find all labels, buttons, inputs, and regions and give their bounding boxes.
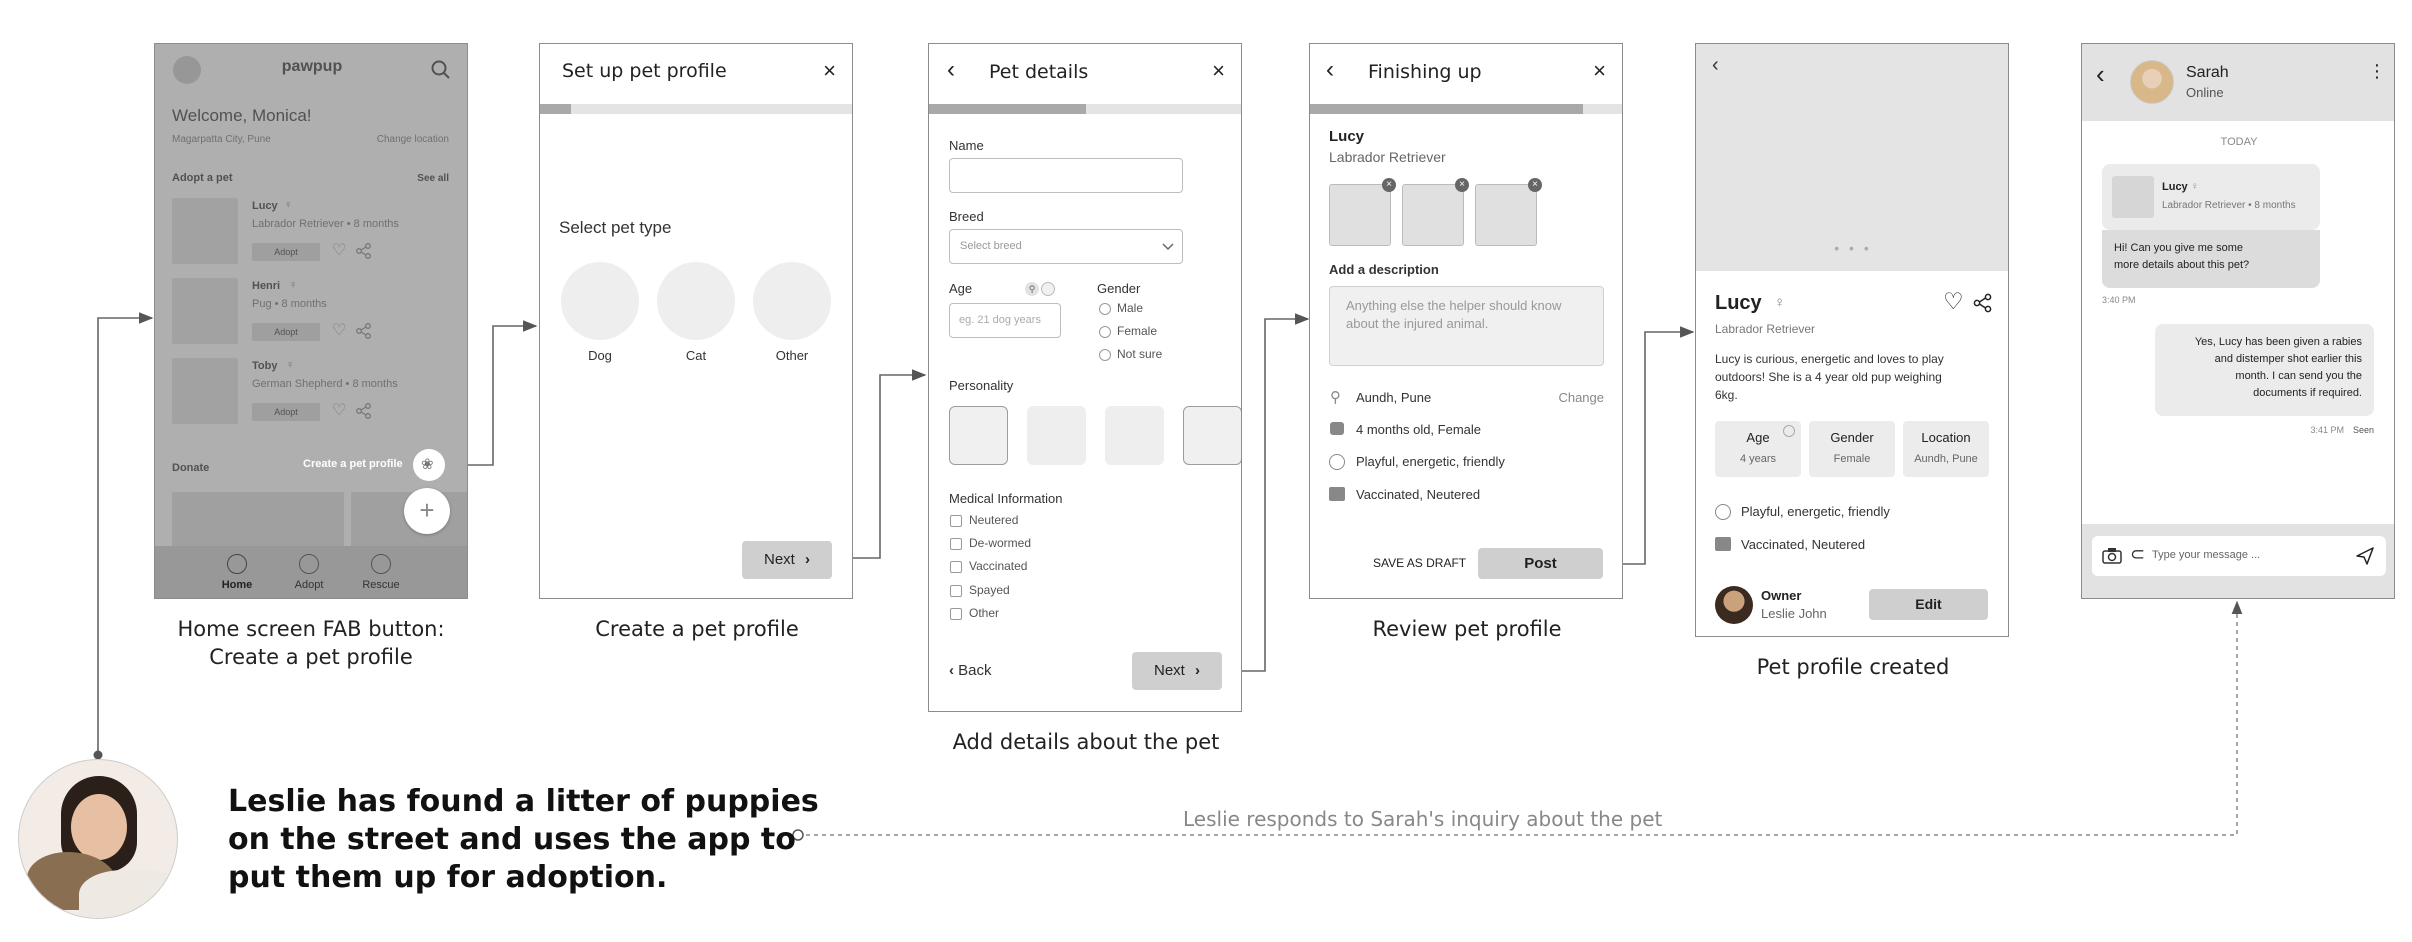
gender-label: Gender [1097,281,1141,296]
personality-option[interactable] [1027,406,1086,465]
medical-option: Vaccinated [969,559,1028,573]
story-line: put them up for adoption. [228,860,668,895]
gender-option: Female [1117,324,1158,338]
setup-screen [539,43,853,599]
add-description-label: Add a description [1329,262,1439,277]
medical-checkbox[interactable] [950,608,962,620]
chip-value: Aundh, Pune [1914,453,1978,465]
progress-bar [540,104,853,114]
finishing-screen [1309,43,1623,599]
chevron-left-icon: ‹ [949,662,954,679]
personality-text: Playful, energetic, friendly [1741,504,1890,519]
page-title: Finishing up [1368,61,1482,83]
message-text: month. I can send you the [2235,370,2362,382]
back-icon[interactable]: ‹ [947,56,955,83]
close-icon[interactable]: × [1593,58,1606,83]
chip-value: Female [1833,453,1871,465]
progress-bar [929,104,1242,114]
description-field[interactable]: Anything else the helper should know about the injured animal. [1329,286,1604,366]
owner-label: Owner [1761,588,1802,603]
story-line: on the street and uses the app to [228,822,796,857]
medical-checkbox[interactable] [950,585,962,597]
edit-button[interactable]: Edit [1869,589,1988,620]
rescue-icon [371,554,391,574]
save-draft-button[interactable]: SAVE AS DRAFT [1373,556,1467,570]
chat-header [2082,44,2395,121]
age-field[interactable] [949,303,1061,338]
pet-type-label: Cat [685,348,707,363]
profile-screen [1695,43,2009,637]
personality-option[interactable] [1105,406,1164,465]
personality-text: Playful, energetic, friendly [1356,454,1505,469]
medical-text: Vaccinated, Neutered [1356,487,1481,502]
gender-option: Male [1117,301,1144,315]
medical-option: Other [969,606,1000,620]
input-placeholder: Type your message ... [2152,549,2261,561]
home-screen [154,43,468,599]
pet-name: Lucy [1715,292,1762,314]
pet-desc: Labrador Retriever • 8 months [2162,200,2296,211]
home-icon [227,554,247,574]
more-options-icon[interactable]: ⋮ [2368,61,2386,81]
personality-option[interactable] [949,406,1008,465]
medical-text: Vaccinated, Neutered [1741,537,1866,552]
medical-kit-icon [1715,537,1731,551]
back-label: Back [958,662,992,679]
pet-thumbnail [2112,176,2154,218]
chevron-right-icon: › [805,551,810,568]
photo-slot[interactable] [1402,184,1464,246]
create-profile-label: Create a pet profile [303,458,403,470]
contact-name: Sarah [2186,64,2229,81]
attachment-icon[interactable]: ⊂ [2130,544,2146,564]
persona-shirt [79,870,178,919]
message-text: documents if required. [2253,387,2362,399]
composer-bar [2082,524,2395,599]
incoming-message [2102,230,2320,288]
adopt-icon [299,554,319,574]
pet-card[interactable] [2102,164,2320,230]
smiley-icon [1329,454,1345,470]
pet-type-dog[interactable] [561,262,639,340]
dog-years-icon[interactable]: ⚲ [1025,282,1039,296]
personality-label: Personality [949,378,1014,393]
close-icon[interactable]: × [823,58,836,83]
age-chip [1715,421,1801,477]
post-button[interactable]: Post [1478,548,1603,579]
nav-label: Rescue [362,579,400,591]
chevron-down-icon [1162,243,1174,251]
nav-home[interactable] [215,552,259,596]
contact-status: Online [2186,85,2224,100]
response-label: Leslie responds to Sarah's inquiry about the pet [1183,807,1663,831]
outgoing-message [2155,324,2374,416]
gender-radio-not-sure[interactable] [1099,349,1111,361]
pet-bio: 6kg. [1715,388,1738,402]
remove-photo-icon[interactable]: × [1528,178,1542,192]
camera-icon[interactable] [2102,547,2122,564]
nav-label: Home [221,579,253,591]
caption-home-line2: Create a pet profile [209,645,413,669]
message-text: Yes, Lucy has been given a rabies [2194,336,2362,348]
next-label: Next [763,551,795,568]
female-icon: ♀ [1774,294,1786,311]
progress-fill [1310,104,1583,114]
gender-radio-male[interactable] [1099,303,1111,315]
back-icon[interactable]: ‹ [1712,54,1719,76]
story-line: Leslie has found a litter of puppies [228,784,819,819]
breed-label: Breed [949,209,984,224]
pet-breed: Labrador Retriever [1715,322,1816,336]
info-icon[interactable] [1041,282,1055,296]
breed-placeholder: Select breed [960,240,1022,252]
age-placeholder: eg. 21 dog years [959,314,1041,326]
pet-icon [1330,422,1344,435]
bottom-nav [155,546,468,599]
paw-icon: ❀ [421,456,434,473]
chip-value: 4 years [1739,453,1777,465]
next-label: Next [1153,662,1185,679]
message-time: 3:40 PM [2102,295,2136,305]
breed-select[interactable] [949,229,1183,264]
nav-label: Adopt [294,579,324,591]
heart-icon[interactable]: ♡ [1943,288,1964,314]
carousel-dots: • • • [1834,240,1872,256]
change-location-link[interactable]: Change [1558,390,1604,405]
page-title: Pet details [989,61,1089,83]
send-icon[interactable] [2356,547,2374,565]
name-label: Name [949,138,984,153]
pet-name: Lucy [2162,181,2188,193]
age-gender-text: 4 months old, Female [1356,422,1482,437]
remove-photo-icon[interactable]: × [1382,178,1396,192]
caption-create: Create a pet profile [595,617,799,641]
close-icon[interactable]: × [1212,58,1225,83]
create-profile-fab[interactable] [413,449,445,481]
nav-adopt[interactable] [287,552,331,596]
contact-avatar[interactable] [2130,60,2174,104]
chip-label: Location [1921,430,1971,445]
pet-type-label: Dog [588,348,612,363]
pet-breed: Labrador Retriever [1329,149,1446,165]
location-pin-icon: ⚲ [1330,389,1341,406]
message-input[interactable] [2092,536,2386,576]
pet-bio: Lucy is curious, energetic and loves to play [1715,352,1944,366]
caption-home-line1: Home screen FAB button: [177,617,445,641]
progress-fill [929,104,1086,114]
pet-photo-carousel[interactable] [1696,44,2009,271]
progress-bar [1310,104,1623,114]
medical-checkbox[interactable] [950,538,962,550]
pet-bio: outdoors! She is a 4 year old pup weighing [1715,370,1942,384]
photo-slot[interactable] [1475,184,1537,246]
add-fab[interactable] [404,488,450,534]
persona-face [71,794,127,860]
chip-label: Gender [1830,430,1874,445]
owner-avatar[interactable] [1715,586,1753,624]
gender-option: Not sure [1117,347,1163,361]
page-title: Set up pet profile [562,60,727,82]
back-icon[interactable]: ‹ [2096,59,2105,89]
next-button[interactable] [742,541,832,579]
gender-chip [1809,421,1895,477]
message-text: Hi! Can you give me some [2114,242,2243,254]
back-icon[interactable]: ‹ [1326,56,1334,83]
medical-option: De-wormed [969,536,1032,550]
seen-status: Seen [2352,425,2374,435]
message-text: more details about this pet? [2114,259,2250,271]
chevron-right-icon: › [1195,662,1200,679]
caption-details: Add details about the pet [952,730,1220,754]
persona-avatar [18,759,178,919]
caption-review: Review pet profile [1372,617,1562,641]
medical-label: Medical Information [949,491,1063,506]
medical-option: Neutered [969,513,1019,527]
medical-checkbox[interactable] [950,561,962,573]
share-icon[interactable] [1974,294,1992,312]
owner-name: Leslie John [1761,606,1827,621]
medical-kit-icon [1329,487,1345,501]
pet-name: Lucy [1329,128,1365,145]
photo-slot[interactable] [1329,184,1391,246]
gender-radio-female[interactable] [1099,326,1111,338]
location-chip [1903,421,1989,477]
connector-avatar-home [98,318,152,755]
info-icon[interactable] [1783,425,1795,437]
message-text: and distemper shot earlier this [2214,353,2362,365]
chat-screen [2081,43,2395,599]
day-separator: TODAY [2220,136,2258,148]
name-field[interactable] [949,158,1183,193]
pet-type-cat[interactable] [657,262,735,340]
age-label: Age [949,281,973,296]
remove-photo-icon[interactable]: × [1455,178,1469,192]
medical-option: Spayed [969,583,1010,597]
progress-fill [540,104,571,114]
medical-checkbox[interactable] [950,515,962,527]
message-time: 3:41 PM [2310,425,2344,435]
personality-option[interactable] [1183,406,1242,465]
pet-type-label: Other [775,348,809,363]
details-screen [928,43,1242,712]
smiley-icon [1715,504,1731,520]
chip-label: Age [1746,430,1770,445]
next-button[interactable] [1132,652,1222,690]
pet-type-prompt: Select pet type [559,218,672,237]
female-icon: ♀ [2191,181,2199,192]
plus-icon: + [419,495,435,525]
location-text: Aundh, Pune [1356,390,1432,405]
caption-created: Pet profile created [1756,655,1950,679]
nav-rescue[interactable] [359,552,403,596]
pet-type-other[interactable] [753,262,831,340]
back-button[interactable] [949,662,992,679]
